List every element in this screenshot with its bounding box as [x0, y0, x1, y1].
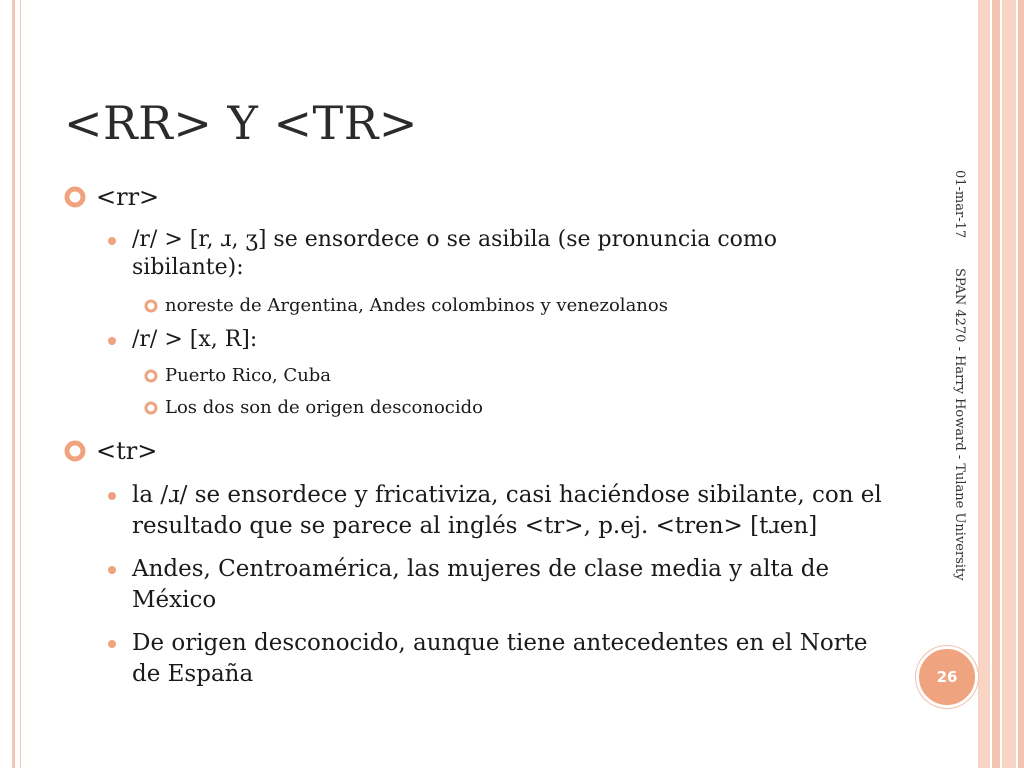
sub-list-item-text: Puerto Rico, Cuba	[165, 365, 332, 386]
list-item	[64, 628, 894, 690]
list-item	[64, 226, 894, 282]
ring-bullet-icon	[64, 440, 86, 462]
sub-list-item	[64, 396, 894, 420]
ring-bullet-icon	[144, 401, 158, 415]
slide-content	[64, 182, 894, 702]
slide-title: <RR> Y <TR>	[64, 96, 418, 150]
page-number-badge: 26	[916, 646, 978, 708]
right-decorative-stripes	[976, 0, 1024, 768]
left-border-line	[12, 0, 15, 768]
list-item-text: Andes, Centroamérica, las mujeres de clase media y alta de México	[132, 556, 830, 613]
list-item	[64, 480, 894, 542]
sub-list-item-text: noreste de Argentina, Andes colombinos y venezolanos	[165, 295, 668, 316]
list-item	[64, 554, 894, 616]
sub-list-item	[64, 364, 894, 388]
list-item-text: /r/ > [x, R]:	[132, 327, 258, 352]
section-heading-text: <rr>	[96, 183, 160, 211]
dot-bullet-icon	[108, 492, 116, 500]
dot-bullet-icon	[108, 566, 116, 574]
dot-bullet-icon	[108, 337, 116, 345]
slide-footer-text: SPAN 4270 - Harry Howard - Tulane University	[952, 268, 967, 581]
list-item-text: De origen desconocido, aunque tiene antecedentes en el Norte de España	[132, 630, 868, 687]
section-heading-rr	[64, 182, 894, 212]
left-border-thin-line	[20, 0, 21, 768]
ring-bullet-icon	[144, 299, 158, 313]
dot-bullet-icon	[108, 640, 116, 648]
dot-bullet-icon	[108, 237, 116, 245]
list-item-text: /r/ > [r, ɹ, ʒ] se ensordece o se asibila (se pronuncia como sibilante):	[132, 227, 778, 280]
list-item-text: la /ɹ/ se ensordece y fricativiza, casi haciéndose sibilante, con el resultado que se parece al inglés <tr>, p.ej. <tren> [tɹen]	[132, 482, 882, 539]
ring-bullet-icon	[64, 186, 86, 208]
sub-list-item	[64, 294, 894, 318]
slide-date-text: 01-mar-17	[952, 170, 967, 239]
sub-list-item-text: Los dos son de origen desconocido	[165, 397, 483, 418]
list-item	[64, 326, 894, 354]
section-heading-text: <tr>	[96, 437, 158, 465]
section-heading-tr	[64, 436, 894, 466]
ring-bullet-icon	[144, 369, 158, 383]
slide-footer	[951, 268, 973, 698]
